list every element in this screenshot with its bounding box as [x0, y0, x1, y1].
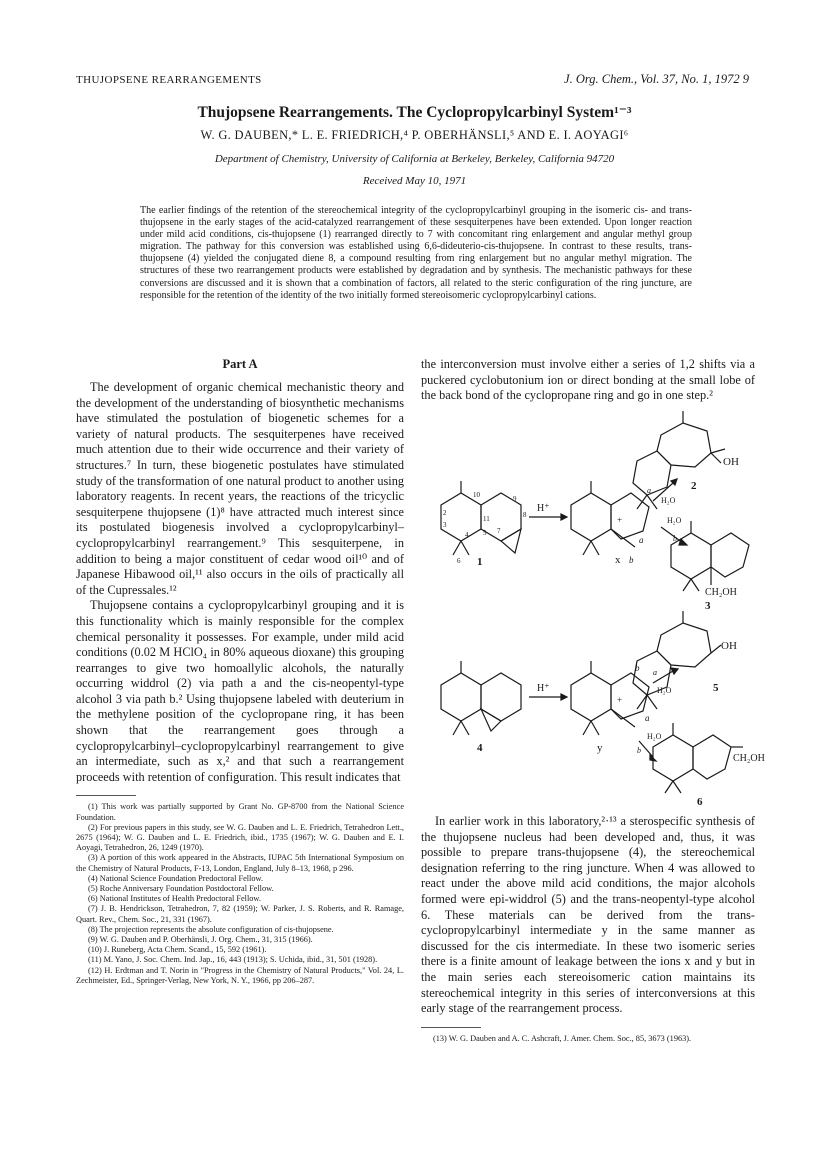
structure-4 — [441, 661, 521, 754]
structure-3 — [671, 521, 749, 612]
path-label: b — [635, 663, 640, 673]
locant: 10 — [473, 491, 480, 499]
footnote: (8) The projection represents the absolute configuration of cis-thujopsene. — [88, 924, 334, 934]
reagent-label: H⁺ — [537, 683, 550, 694]
structure-6 — [653, 723, 765, 808]
reagent-label: H₂O — [667, 516, 682, 525]
structure-5 — [633, 611, 737, 709]
footnote: (7) J. B. Hendrickson, Tetrahedron, 7, 82 (1959); W. Parker, J. S. Roberts, and R. Ramage, Quart. Rev., Chem. Soc., 21, 331 (1967). — [76, 904, 404, 924]
arrowhead — [561, 514, 567, 520]
locant: 3 — [443, 521, 447, 529]
locant: 4 — [465, 531, 469, 539]
received-date: Received May 10, 1971 — [362, 175, 467, 187]
locant: 9 — [513, 495, 517, 503]
reagent-label: H₂O — [661, 496, 676, 505]
footnote: (5) Roche Anniversary Foundation Postdoctoral Fellow. — [88, 884, 274, 894]
compound-number: 1 — [477, 556, 483, 568]
article-authors: W. G. DAUBEN,* L. E. FRIEDRICH,⁴ P. OBERHÄNSLI,⁵ AND E. I. AOYAGI⁶ — [200, 128, 629, 142]
footnote: (4) National Science Foundation Predoctoral Fellow. — [88, 873, 264, 883]
locant: 7 — [497, 527, 501, 535]
running-title: THUJOPSENE REARRANGEMENTS — [76, 74, 262, 86]
intermediate-x — [571, 481, 649, 566]
footnote: (10) J. Runeberg, Acta Chem. Scand., 15, 592 (1961). — [88, 945, 267, 955]
footnote: (13) W. G. Dauben and A. C. Ashcraft, J. Amer. Chem. Soc., 85, 3673 (1963). — [433, 1033, 692, 1043]
compound-number: 3 — [705, 600, 711, 612]
abstract: The earlier findings of the retention of the stereochemical integrity of the cyclopropylcarbinyl grouping in the isomeric cis- and trans-thujopsene in the early stages of the acid-catalyzed rearrangement of these sesquiterpenes have been extended. Upon longer reaction under mild acid conditions, cis-thujopsene (1) rearranged directly to 7 with concomitant ring enlargement and angular methyl group migration. The pathway for this conversion was established using 6,6-dideuterio-cis-thujopsene. In contrast to these results, trans-thujopsene (4) yielded the conjugated diene 8, a compound resulting from ring enlargement but no angular methyl migration. The structures of these two rearrangement products were established by degradation and by synthesis. The mechanistic pathways for these conversions are discussed and it is shown that a combination of factors, all related to the steric configuration of the ring juncture, are responsible for the retention of the identity of the two initially formed stereoisomeric cyclopropylcarbinyl cations. — [140, 205, 692, 301]
ch2oh-label: CH₂OH — [733, 753, 765, 764]
footnote: (6) National Institutes of Health Predoctoral Fellow. — [88, 894, 261, 904]
oh-label: OH — [721, 640, 737, 652]
compound-number: 5 — [713, 682, 719, 694]
path-label: a — [645, 713, 650, 723]
path-label: a — [639, 535, 644, 545]
path-label: a — [653, 668, 657, 677]
body-paragraph: The development of organic chemical mechanistic theory and the development of the understanding of biosynthetic mechanisms have stimulated the postulation of biogenetic schemes for a variety of natural products. The sesquiterpenes have received much attention due to their wide occurrence and their variety of structures.⁷ In turn, these biogenetic postulates have stimulated study of the transformation of one natural product to another using laboratory reagents. In recent years, the reactions of the tricyclic sesquiterpene thujopsene (1)⁸ have attracted much interest since its postulated biogenesis involved a cyclopropylcarbinyl–cyclopropylcarbinyl rearrangement.⁹ This sesquiterpene, in addition to being a major constituent of cedar wood oil¹⁰ and of Japanese Hibawood oil,¹¹ also occurs in the oils of practically all of the Cupressales.¹² — [76, 380, 404, 597]
locant: 5 — [483, 529, 487, 537]
right-column-top — [421, 357, 755, 404]
reaction-arrow — [639, 741, 653, 757]
intermediate-label: y — [597, 742, 603, 754]
body-paragraph: Thujopsene contains a cyclopropylcarbinyl grouping and it is this functionality which is mainly responsible for the complex chemical personality it possesses. For example, under mild acid conditions (0.02 M HClO₄ in 80% aqueous dioxane) this grouping rearranges to give two homoallylic alcohols, the naturally occurring widdrol (2) via path a and the cis-neopentyl-type alcohol 3 via path b.² Using thujopsene labeled with deuterium in the methylene position of the cyclopropane ring, it has been shown that the rearrangement goes through a cyclopropylcarbinyl–cyclopropylcarbinyl rearrangement to give an intermediate, such as x,² and that such a rearrangement proceeds with retention of configuration. This result indicates that — [76, 598, 404, 784]
compound-number: 4 — [477, 742, 483, 754]
article-title: Thujopsene Rearrangements. The Cyclopropylcarbinyl System¹⁻³ — [197, 104, 632, 121]
footnotes — [421, 1034, 755, 1044]
compound-number: 2 — [691, 480, 697, 492]
reagent-label: H⁺ — [537, 503, 550, 514]
footnote-divider — [421, 1027, 481, 1028]
footnote: (1) This work was partially supported by Grant No. GP-8700 from the National Science Foundation. — [76, 802, 404, 822]
journal-reference: J. Org. Chem., Vol. 37, No. 1, 1972 9 — [564, 72, 749, 86]
body-paragraph: In earlier work in this laboratory,²·¹³ a sterospecific synthesis of the thujopsene nucleus had been developed and, thus, it was possible to prepare trans-thujopsene (4), the stereochemical designation referring to the ring juncture. When 4 was allowed to react under the above mild acid conditions, the major alcohols formed were epi-widdrol (5) and the trans-neopentyl-type alcohol 6. These materials can be derived from the trans-cyclopropylcarbinyl intermediate y in the same manner as discussed for the cis intermediate. In these two isomeric series there is a finite amount of leakage between the ions x and y but in the main series each stereoisomeric cation maintains its stereochemical integrity in this series of interconversions at this early stage of the rearrangement process. — [421, 814, 755, 1016]
reaction-arrow — [661, 527, 683, 543]
ch2oh-label: CH₂OH — [705, 587, 737, 598]
structure-1 — [441, 481, 527, 568]
reagent-label: H₂O — [657, 686, 672, 695]
left-column — [76, 357, 404, 986]
arrowhead — [561, 694, 567, 700]
footnote-divider — [76, 795, 136, 796]
section-heading: Part A — [222, 357, 258, 371]
locant: 2 — [443, 509, 447, 517]
path-label: b — [673, 534, 677, 543]
reagent-label: H₂O — [647, 732, 662, 741]
footnote: (3) A portion of this work appeared in the Abstracts, IUPAC 5th International Symposium on the Chemistry of Natural Products, F-13, London, England, July 8–13, 1968, p 296. — [76, 853, 404, 873]
footnote: (11) M. Yano, J. Soc. Chem. Ind. Jap., 16, 443 (1913); S. Uchida, ibid., 31, 501 (1928). — [88, 955, 378, 965]
footnote: (2) For previous papers in this study, see W. G. Dauben and L. E. Friedrich, Tetrahedron Lett., 2675 (1964); W. G. Dauben and L. E. Friedrich, ibid., 1735 (1967); W. G. Dauben and E. I. Aoyagi, Tetrahedron, 26, 1249 (1970). — [76, 822, 404, 853]
locant: 8 — [523, 511, 527, 519]
intermediate-label: x — [615, 554, 621, 566]
path-label: a — [647, 486, 651, 495]
arrowhead — [671, 668, 678, 674]
oh-label: OH — [723, 456, 739, 468]
right-column-bottom — [421, 814, 755, 1044]
body-paragraph: the interconversion must involve either a series of 1,2 shifts via a puckered cyclobutonium ion or direct bonding at the small lobe of the back bond of the cyclopropane ring and go in one step.² — [421, 357, 755, 403]
affiliation: Department of Chemistry, University of California at Berkeley, Berkeley, California 94720 — [214, 153, 615, 165]
footnotes — [76, 802, 404, 986]
charge-label: + — [617, 695, 623, 705]
footnote: (9) W. G. Dauben and P. Oberhänsli, J. Org. Chem., 31, 315 (1966). — [88, 935, 313, 945]
locant: 6 — [457, 557, 461, 565]
compound-number: 6 — [697, 796, 703, 808]
path-label: b — [637, 746, 641, 755]
reaction-scheme — [421, 405, 765, 810]
locant: 11 — [483, 515, 490, 523]
path-label: b — [629, 555, 634, 565]
footnote: (12) H. Erdtman and T. Norin in "Progress in the Chemistry of Natural Products," Vol. 24, L. Zechmeister, Ed., Springer-Verlag, New York, N. Y., 1966, pp 206–287. — [76, 965, 404, 985]
charge-label: + — [617, 515, 623, 525]
